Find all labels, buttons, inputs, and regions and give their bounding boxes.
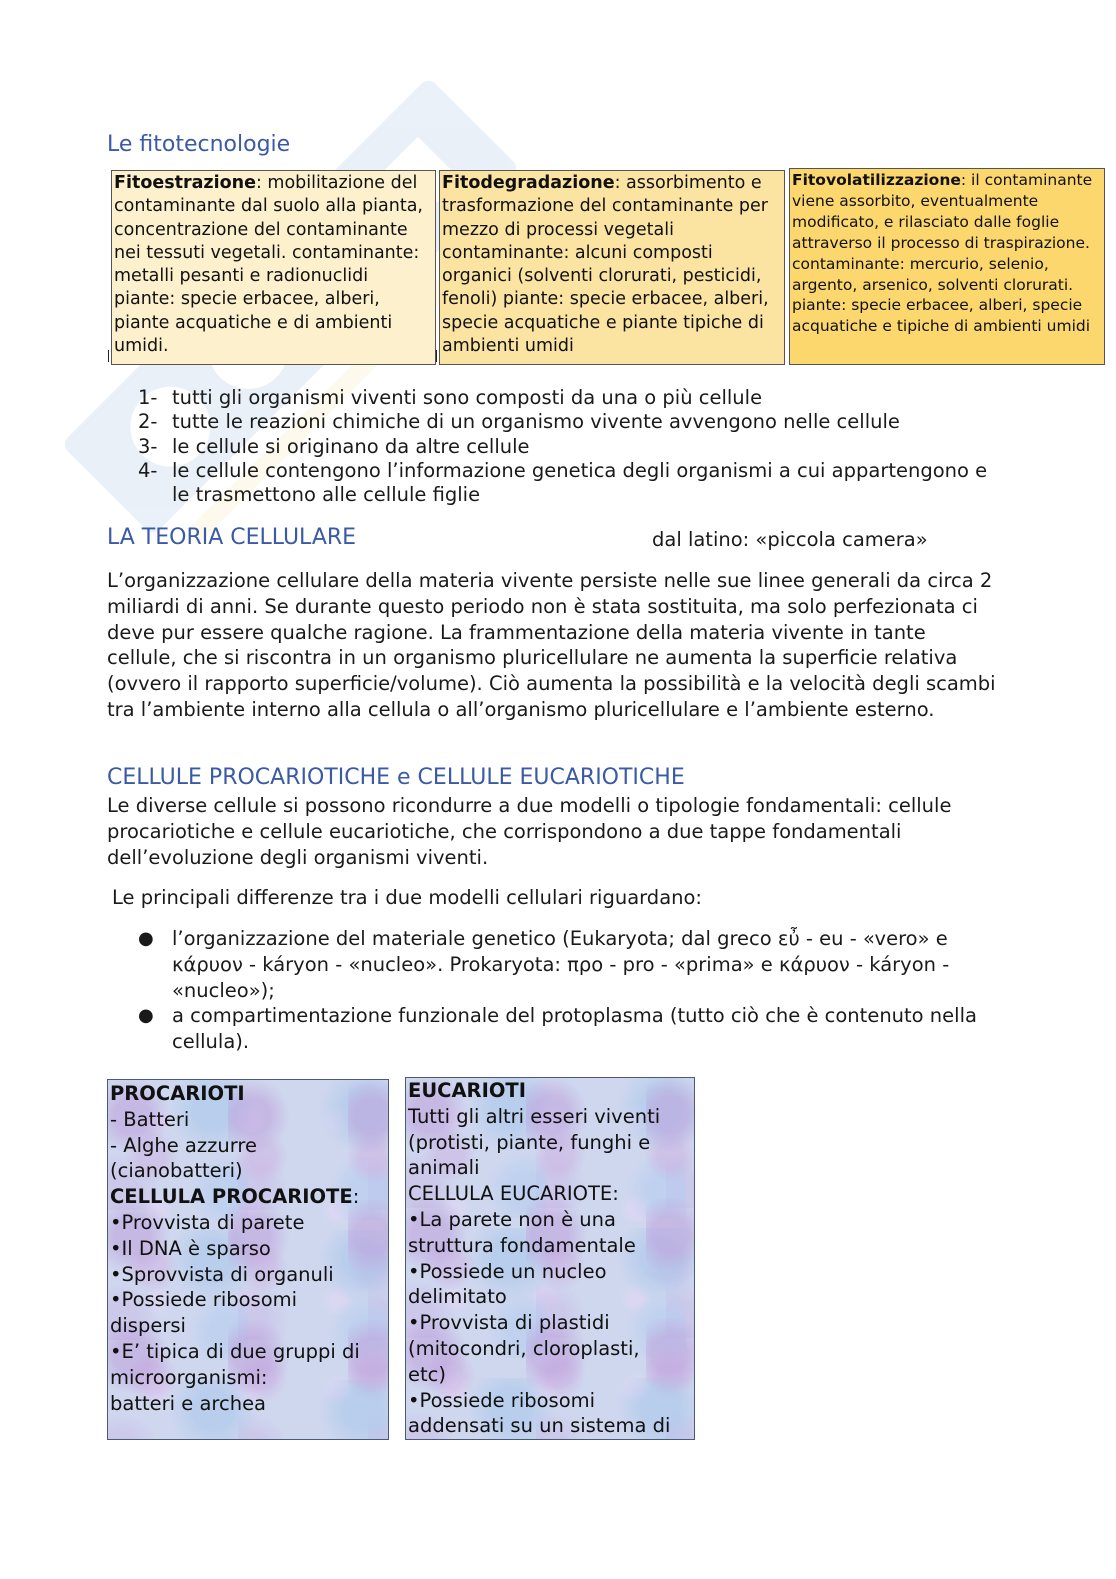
teoria-paragraph: L’organizzazione cellulare della materia vivente persiste nelle sue linee generali da circa 2 miliardi di anni. Se durante questo periodo non è stata sostituita, ma solo perfezionata ci deve pur essere qualche ragione. La frammentazione della materia vivente in tante cellule, che si riscontra in un organismo pluricellulare ne aumenta la superficie relativa (ovvero il rapporto superficie/volume). Ciò aumenta la possibilità e la velocità degli scambi tra l’ambiente interno alla cellula o all’organismo pluricellulare e l’ambiente esterno. bbox=[107, 569, 996, 721]
eucarioti-feature: delimitato bbox=[408, 1285, 507, 1309]
procarioti-feature: microorganismi: bbox=[110, 1365, 268, 1389]
procarioti-feature: •Provvista di parete bbox=[110, 1210, 305, 1234]
cell-theory-list bbox=[138, 386, 998, 507]
list-text: le cellule contengono l’informazione genetica degli organismi a cui appartengono e le trasmettono alle cellule figlie bbox=[172, 458, 988, 507]
fitoestrazione-term: Fitoestrazione bbox=[114, 173, 256, 193]
fitoestrazione-text: : mobilitazione del contaminante dal suolo alla pianta, concentrazione del contaminante nei tessuti vegetali. contaminante: metalli pesanti e radionuclidi piante: specie erbacee, alberi, piante acquatiche e di ambienti umidi. bbox=[114, 173, 423, 357]
list-number: 4- bbox=[138, 458, 158, 482]
eucarioti-feature: •La parete non è una bbox=[408, 1207, 616, 1231]
list-text: tutte le reazioni chimiche di un organismo vivente avvengono nelle cellule bbox=[172, 410, 900, 434]
fitodegradazione-term: Fitodegradazione bbox=[442, 173, 615, 193]
procarioti-feature: •E’ tipica di due gruppi di bbox=[110, 1339, 360, 1363]
stray-mark bbox=[436, 350, 437, 362]
procarioti-feature: •Sprovvista di organuli bbox=[110, 1262, 334, 1286]
procarioti-example: - Batteri bbox=[110, 1107, 190, 1131]
list-item bbox=[138, 410, 998, 434]
fitodegradazione-text: : assorbimento e trasformazione del contaminante per mezzo di processi vegetali contaminante: alcuni composti organici (solventi clorurati, pesticidi, fenoli) piante: specie erbacee, alberi, specie acquatiche e piante tipiche di ambienti umidi bbox=[442, 173, 769, 357]
procarioti-title: PROCARIOTI bbox=[110, 1082, 245, 1105]
eucarioti-cell-label: CELLULA EUCARIOTE: bbox=[408, 1182, 619, 1206]
list-item bbox=[138, 435, 998, 459]
list-text: tutti gli organismi viventi sono composti da una o più cellule bbox=[172, 386, 763, 409]
differences-intro: Le principali differenze tra i due modelli cellulari riguardano: bbox=[112, 886, 702, 909]
eucarioti-feature: addensati su un sistema di bbox=[408, 1414, 671, 1438]
procarioti-card bbox=[107, 1079, 389, 1440]
procarioti-cell-colon: : bbox=[352, 1185, 360, 1209]
procarioti-feature: batteri e archea bbox=[110, 1391, 267, 1415]
list-number: 2- bbox=[138, 410, 158, 434]
procarioti-example: - Alghe azzurre bbox=[110, 1133, 257, 1157]
list-number: 1- bbox=[138, 386, 158, 409]
eucarioti-title: EUCARIOTI bbox=[408, 1079, 526, 1102]
procarioti-example: (cianobatteri) bbox=[110, 1159, 243, 1183]
differences-list bbox=[138, 926, 1018, 1055]
fitovolatilizzazione-term: Fitovolatilizzazione bbox=[792, 171, 961, 189]
procariotiche-paragraph: Le diverse cellule si possono ricondurre a due modelli o tipologie fondamentali: cellule procariotiche e cellule eucariotiche, che corrispondono a due tappe fondamentali dell’evoluzione degli organismi viventi. bbox=[107, 794, 952, 869]
list-item bbox=[138, 926, 1018, 1003]
page-title: Le fitotecnologie bbox=[107, 132, 291, 157]
fitoestrazione-box bbox=[111, 170, 436, 365]
bullet-icon: ● bbox=[138, 1005, 154, 1027]
eucarioti-feature: (mitocondri, cloroplasti, bbox=[408, 1336, 640, 1360]
fitovolatilizzazione-box bbox=[789, 168, 1105, 365]
procarioti-cell-label: CELLULA PROCARIOTE bbox=[110, 1185, 353, 1209]
eucarioti-example: (protisti, piante, funghi e bbox=[408, 1130, 651, 1154]
eucarioti-example: Tutti gli altri esseri viventi bbox=[408, 1104, 661, 1128]
procarioti-feature: •Possiede ribosomi bbox=[110, 1288, 298, 1312]
eucarioti-feature: etc) bbox=[408, 1362, 446, 1386]
bullet-icon: ● bbox=[138, 928, 154, 949]
procarioti-feature: dispersi bbox=[110, 1314, 186, 1338]
bullet-text: l’organizzazione del materiale genetico (Eukaryota; dal greco εὖ - eu - «vero» e κάρυον - káryon - «nucleo». Prokaryota: προ - pro - «prima» e κάρυον - káryon - «nucleo»); bbox=[172, 927, 950, 1002]
fitodegradazione-box bbox=[439, 170, 785, 365]
procarioti-feature: •Il DNA è sparso bbox=[110, 1236, 271, 1260]
list-text: le cellule si originano da altre cellule bbox=[172, 434, 530, 458]
section-heading-teoria: LA TEORIA CELLULARE bbox=[107, 525, 357, 550]
list-number: 3- bbox=[138, 434, 158, 458]
eucarioti-card bbox=[405, 1077, 695, 1440]
bullet-text: a compartimentazione funzionale del protoplasma (tutto ciò che è contenuto nella cellula). bbox=[172, 1004, 977, 1054]
eucarioti-feature: struttura fondamentale bbox=[408, 1233, 636, 1257]
eucarioti-example: animali bbox=[408, 1156, 480, 1180]
eucarioti-feature: •Provvista di plastidi bbox=[408, 1311, 610, 1335]
fitovolatilizzazione-text: : il contaminante viene assorbito, eventualmente modificato, e rilasciato dalle foglie attraverso il processo di traspirazione. contaminante: mercurio, selenio, argento, arsenico, solventi clorurati. piante: specie erbacee, alberi, specie acquatiche e tipiche di ambienti umidi bbox=[792, 171, 1093, 336]
section-heading-procariotiche: CELLULE PROCARIOTICHE e CELLULE EUCARIOTICHE bbox=[107, 765, 685, 790]
stray-mark bbox=[108, 350, 109, 362]
eucarioti-feature: •Possiede ribosomi bbox=[408, 1388, 596, 1412]
list-item bbox=[138, 459, 998, 508]
eucarioti-feature: •Possiede un nucleo bbox=[408, 1259, 607, 1283]
list-item bbox=[138, 386, 998, 410]
list-item bbox=[138, 1003, 1018, 1055]
latin-note: dal latino: «piccola camera» bbox=[652, 528, 928, 551]
